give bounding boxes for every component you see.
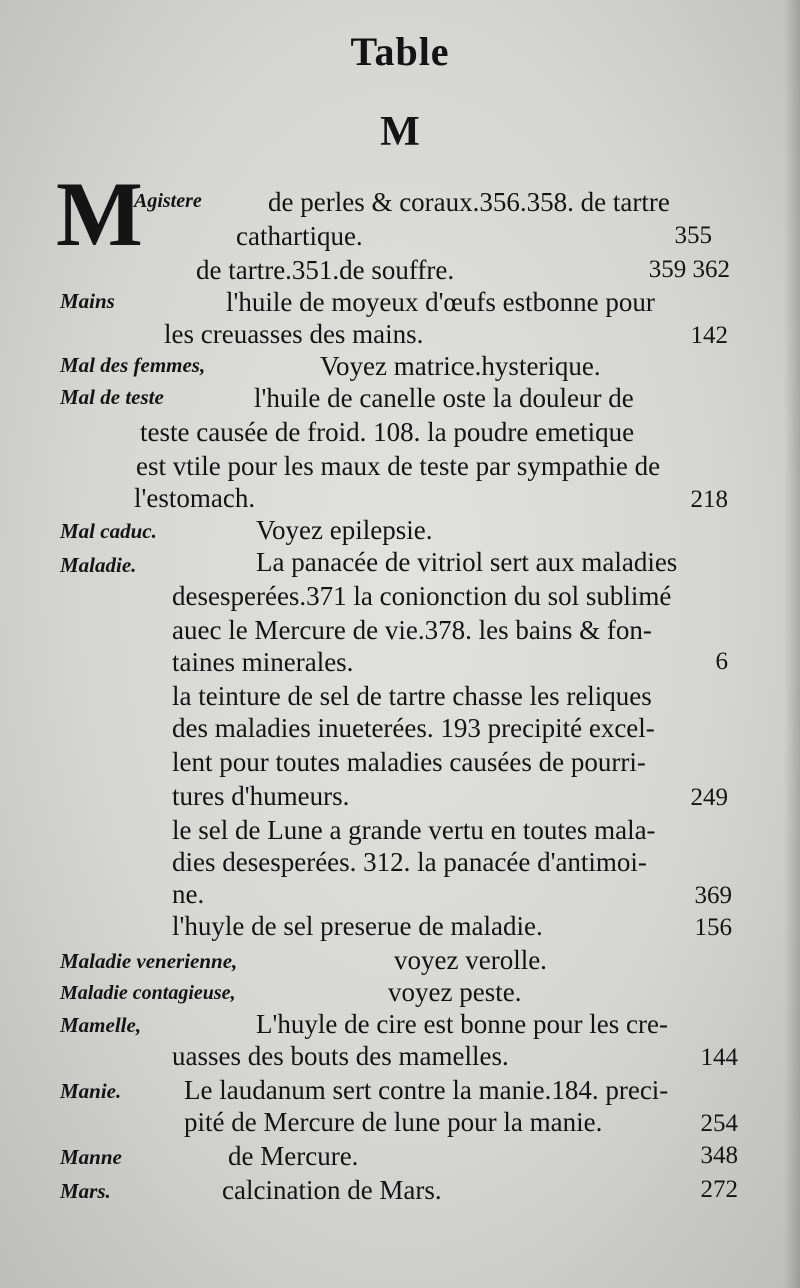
index-keyword: Mars.: [60, 1179, 111, 1203]
entry-line: L'huyle de cire est bonne pour les cre-: [256, 1009, 668, 1039]
page-ref: 359 362: [648, 256, 730, 283]
entry-line: l'huyle de sel preserue de maladie.: [172, 911, 543, 941]
entry-line: auec le Mercure de vie.378. les bains & fon-: [172, 615, 652, 645]
entry-line: La panacée de vitriol sert aux maladies: [256, 547, 678, 577]
entry-line: taines minerales.: [172, 647, 354, 677]
index-keyword: Maladie.: [60, 553, 137, 577]
entry-line: desesperées.371 la conionction du sol sublimé: [172, 581, 672, 611]
entry-line: lent pour toutes maladies causées de pourri-: [172, 747, 646, 777]
entry-line: tures d'humeurs.: [172, 781, 350, 811]
entry-line: l'huile de canelle oste la douleur de: [254, 383, 634, 413]
entry-line: ne.: [172, 879, 205, 909]
page-ref: 249: [690, 784, 728, 811]
index-keyword: Agistere: [134, 190, 202, 212]
entry-line: dies desesperées. 312. la panacée d'antimoi-: [172, 847, 647, 877]
entry-line: la teinture de sel de tartre chasse les reliques: [172, 681, 652, 711]
entry-line: l'huile de moyeux d'œufs estbonne pour: [226, 287, 655, 317]
index-keyword: Manie.: [60, 1079, 122, 1103]
entry-line: pité de Mercure de lune pour la manie.: [184, 1107, 603, 1137]
index-keyword: Maladie venerienne,: [60, 949, 238, 973]
entry-line: est vtile pour les maux de teste par sympathie de: [136, 451, 661, 481]
page-ref: 348: [700, 1142, 738, 1169]
page-ref: 369: [694, 882, 732, 909]
running-head: Table: [350, 29, 450, 74]
page-ref: 218: [690, 486, 728, 513]
page-ref: 144: [700, 1044, 738, 1071]
entry-line: uasses des bouts des mamelles.: [172, 1041, 509, 1071]
index-keyword: Mal des femmes,: [60, 353, 206, 377]
entry-line: de tartre.351.de souffre.: [196, 255, 455, 285]
entry-line: de Mercure.: [228, 1141, 359, 1171]
index-keyword: Manne: [60, 1145, 122, 1169]
entry-line: de perles & coraux.356.358. de tartre: [268, 187, 670, 217]
entry-line: Voyez matrice.hysterique.: [320, 351, 601, 381]
page-edge-shadow: [784, 0, 800, 1288]
entry-line: l'estomach.: [134, 483, 256, 513]
page-ref: 254: [700, 1110, 738, 1137]
section-letter: M: [380, 109, 420, 155]
page-ref: 355: [674, 222, 712, 249]
entry-line: le sel de Lune a grande vertu en toutes mala-: [172, 815, 656, 845]
entry-line: des maladies inueterées. 193 precipité excel-: [172, 713, 655, 743]
index-keyword: Mal caduc.: [60, 519, 157, 543]
entry-line: teste causée de froid. 108. la poudre emetique: [140, 417, 635, 447]
index-keyword: Mal de teste: [60, 385, 164, 409]
entry-line: voyez peste.: [388, 977, 522, 1007]
index-keyword: Mamelle,: [60, 1013, 142, 1037]
page-ref: 272: [700, 1176, 738, 1203]
drop-cap: M: [56, 163, 143, 265]
index-keyword: Maladie contagieuse,: [60, 982, 236, 1004]
entry-line: Le laudanum sert contre la manie.184. preci-: [184, 1075, 669, 1105]
entry-line: cathartique.: [236, 221, 363, 251]
entry-line: voyez verolle.: [394, 945, 547, 975]
entry-line: les creuasses des mains.: [164, 319, 424, 349]
page-ref: 142: [690, 322, 728, 349]
entry-line: Voyez epilepsie.: [256, 515, 433, 545]
entry-line: calcination de Mars.: [222, 1175, 442, 1205]
page-ref: 6: [715, 648, 728, 675]
index-keyword: Mains: [60, 289, 115, 313]
page-ref: 156: [694, 914, 732, 941]
